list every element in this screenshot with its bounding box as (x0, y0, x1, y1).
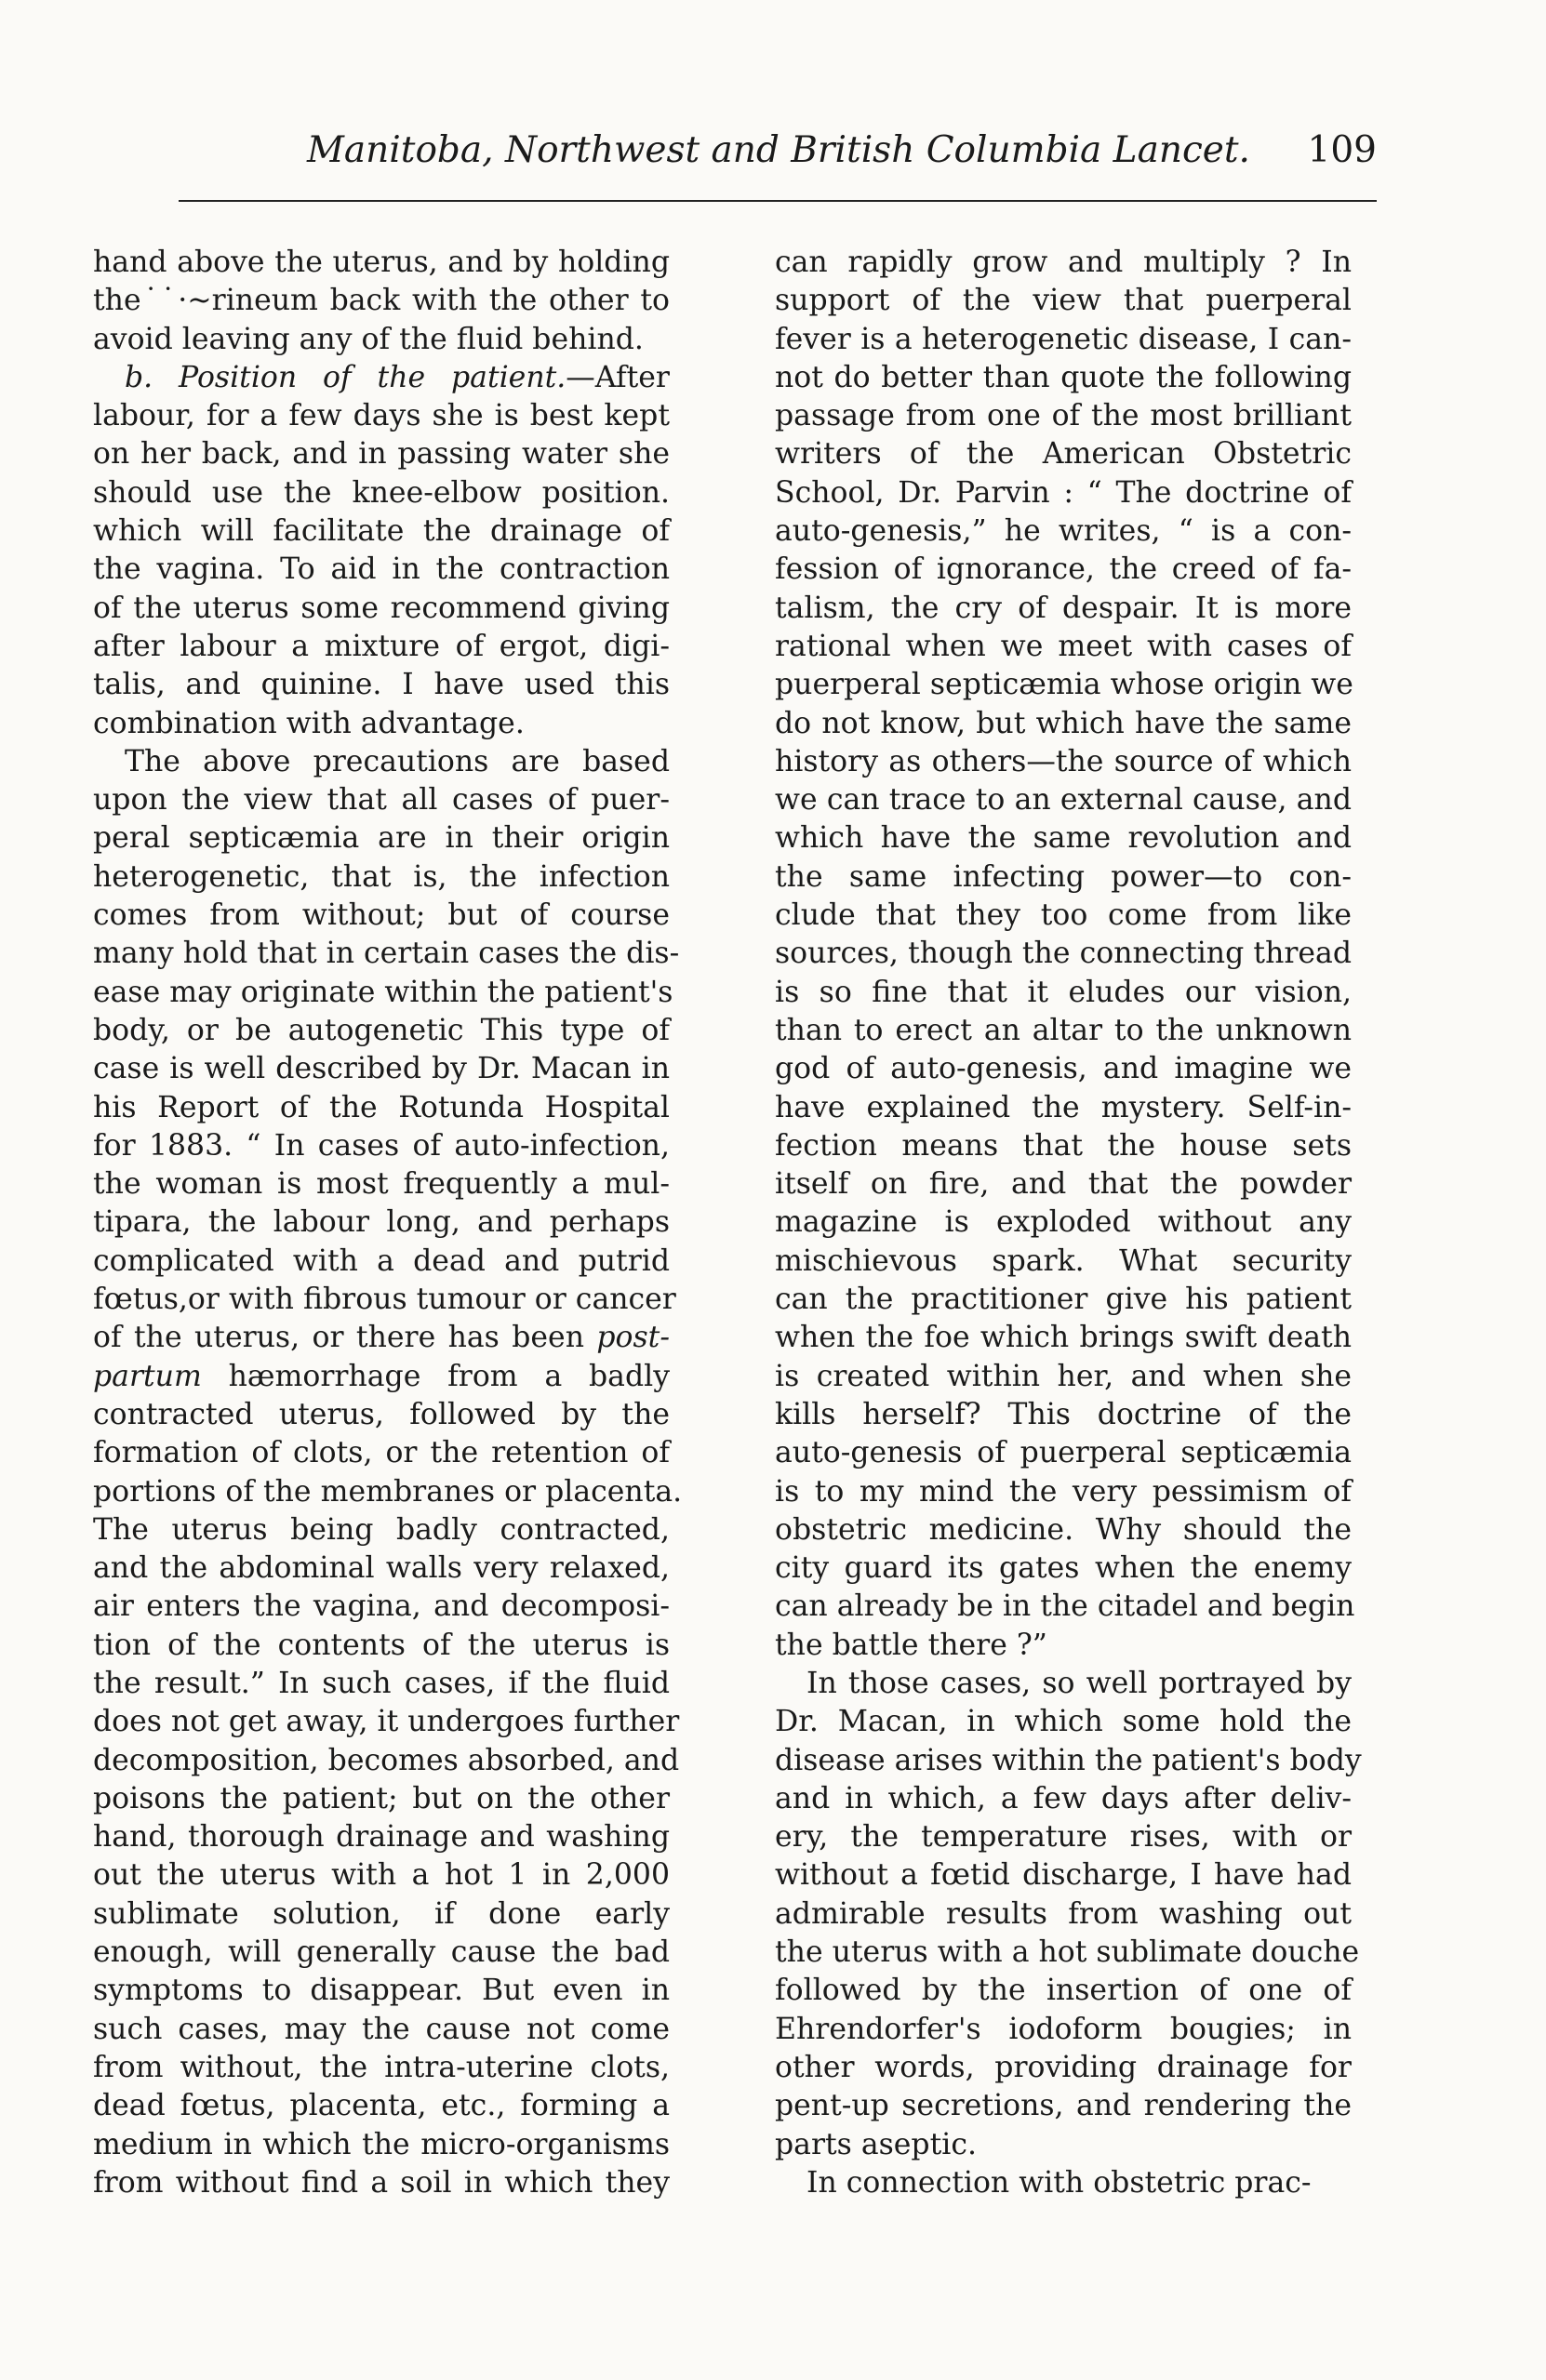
text-line: kills herself? This doctrine of the (775, 1397, 1352, 1431)
text-line: disease arises within the patient's body (775, 1743, 1362, 1777)
text-line: the vagina. To aid in the contraction (93, 552, 670, 587)
text-line: than to erect an altar to the unknown (775, 1013, 1352, 1047)
header-rule (179, 200, 1377, 202)
text-line: can already be in the citadel and begin (775, 1589, 1355, 1624)
text-line: have explained the mystery. Self-in- (775, 1090, 1352, 1124)
text-line: puerperal septicæmia whose origin we (775, 668, 1353, 702)
text-line: from without find a soil in which they (93, 2165, 670, 2200)
text-line: School, Dr. Parvin : “ The doctrine of (775, 475, 1352, 510)
text-line: obstetric medicine. Why should the (775, 1512, 1352, 1547)
text-line: dead fœtus, placenta, etc., forming a (93, 2089, 670, 2123)
text-line: does not get away, it undergoes further (93, 1705, 680, 1739)
text-line: the battle there ?” (775, 1628, 1047, 1662)
text-line: poisons the patient; but on the other (93, 1781, 670, 1815)
text-line: which have the same revolution and (775, 821, 1352, 856)
text-line: symptoms to disappear. But even in (93, 1974, 670, 2008)
journal-title: Manitoba, Northwest and British Columbia Lancet. (307, 129, 1250, 171)
text-line: ery, the temperature rises, with or (775, 1820, 1352, 1855)
text-line: from without, the intra-uterine clots, (93, 2050, 670, 2084)
text-line: support of the view that puerperal (775, 284, 1352, 318)
text-line: can the practitioner give his patient (775, 1283, 1352, 1317)
text-line: Dr. Macan, in which some hold the (775, 1705, 1352, 1739)
text-line: sublimate solution, if done early (93, 1896, 670, 1931)
text-line: and the abdominal walls very relaxed, (93, 1551, 670, 1586)
text-line: comes from without; but of course (93, 898, 670, 933)
text-line: many hold that in certain cases the dis- (93, 937, 680, 971)
text-line: contracted uterus, followed by the (93, 1397, 670, 1431)
text-line: which will facilitate the drainage of (93, 514, 670, 549)
text-line: god of auto-genesis, and imagine we (775, 1052, 1352, 1086)
text-line: partum hæmorrhage from a badly (93, 1359, 670, 1393)
text-line: body, or be autogenetic This type of (93, 1013, 670, 1047)
running-header (177, 123, 1377, 179)
text-line: pent-up secretions, and rendering the (775, 2089, 1352, 2123)
text-line: itself on fire, and that the powder (775, 1167, 1352, 1202)
text-line: such cases, may the cause not come (93, 2012, 670, 2046)
text-line: the result.” In such cases, if the fluid (93, 1666, 670, 1700)
text-line: sources, though the connecting thread (775, 937, 1352, 971)
text-line: is created within her, and when she (775, 1359, 1352, 1393)
text-line: enough, will generally cause the bad (93, 1935, 670, 1970)
text-line: complicated with a dead and putrid (93, 1243, 670, 1278)
text-line: passage from one of the most brilliant (775, 399, 1352, 433)
text-line: not do better than quote the following (775, 360, 1352, 394)
text-line: the same infecting power—to con- (775, 859, 1352, 894)
text-line: should use the knee-elbow position. (93, 475, 670, 510)
text-line: case is well described by Dr. Macan in (93, 1052, 670, 1086)
text-line: fection means that the house sets (775, 1128, 1352, 1163)
text-line: magazine is exploded without any (775, 1205, 1352, 1240)
text-line: writers of the American Obstetric (775, 437, 1352, 472)
text-line: without a fœtid discharge, I have had (775, 1858, 1352, 1893)
text-line: labour, for a few days she is best kept (93, 399, 670, 433)
text-line: fession of ignorance, the creed of fa- (775, 552, 1352, 587)
text-line: hand, thorough drainage and washing (93, 1820, 670, 1855)
text-line: avoid leaving any of the fluid behind. (93, 322, 644, 356)
text-line: heterogenetic, that is, the infection (93, 859, 670, 894)
text-line: ease may originate within the patient's (93, 975, 673, 1009)
text-line: auto-genesis,” he writes, “ is a con- (775, 514, 1352, 549)
text-line: of the uterus, or there has been post- (93, 1321, 670, 1355)
text-line: combination with advantage. (93, 706, 525, 740)
text-line: portions of the membranes or placenta. (93, 1474, 683, 1509)
text-line: medium in which the micro-organisms (93, 2127, 670, 2161)
text-line: talis, and quinine. I have used this (93, 668, 670, 702)
text-line: fever is a heterogenetic disease, I can- (775, 322, 1352, 356)
text-line: history as others—the source of which (775, 744, 1352, 778)
text-line: auto-genesis of puerperal septicæmia (775, 1436, 1352, 1470)
text-line: hand above the uterus, and by holding (93, 246, 670, 279)
text-line: we can trace to an external cause, and (775, 783, 1352, 818)
text-line: peral septicæmia are in their origin (93, 821, 670, 856)
text-line: and in which, a few days after deliv- (775, 1781, 1352, 1815)
text-line: on her back, and in passing water she (93, 437, 670, 472)
text-line: rational when we meet with cases of (775, 629, 1352, 663)
right-column (775, 244, 1362, 2202)
text-line: air enters the vagina, and decomposi- (93, 1589, 670, 1624)
text-line: of the uterus some recommend giving (93, 591, 670, 625)
text-line: The above precautions are based (125, 744, 670, 778)
text-line: b. Position of the patient.—After (125, 360, 670, 394)
text-line: the uterus with a hot sublimate douche (775, 1935, 1360, 1970)
text-line: decomposition, becomes absorbed, and (93, 1743, 680, 1777)
text-line: followed by the insertion of one of (775, 1974, 1352, 2008)
text-line: clude that they too come from like (775, 898, 1352, 933)
page-number: 109 (1307, 129, 1377, 171)
text-line: city guard its gates when the enemy (775, 1551, 1352, 1586)
text-line: is so fine that it eludes our vision, (775, 975, 1352, 1009)
text-line: his Report of the Rotunda Hospital (93, 1090, 670, 1124)
text-line: fœtus,or with fibrous tumour or cancer (93, 1283, 676, 1317)
text-line: out the uterus with a hot 1 in 2,000 (93, 1858, 670, 1893)
text-line: admirable results from washing out (775, 1896, 1352, 1931)
text-line: is to my mind the very pessimism of (775, 1474, 1352, 1509)
text-line: tion of the contents of the uterus is (93, 1628, 670, 1662)
text-line: for 1883. “ In cases of auto-infection, (93, 1128, 670, 1163)
text-line: talism, the cry of despair. It is more (775, 591, 1352, 625)
left-column (93, 244, 683, 2202)
text-line: parts aseptic. (775, 2127, 977, 2161)
text-line: after labour a mixture of ergot, digi- (93, 629, 670, 663)
text-line: other words, providing drainage for (775, 2050, 1352, 2084)
text-line: tipara, the labour long, and perhaps (93, 1205, 670, 1240)
text-line: mischievous spark. What security (775, 1243, 1352, 1278)
text-line: In those cases, so well portrayed by (806, 1666, 1352, 1700)
text-line: can rapidly grow and multiply ? In (775, 246, 1352, 279)
text-line: In connection with obstetric prac- (806, 2165, 1312, 2200)
text-line: upon the view that all cases of puer- (93, 783, 670, 818)
text-line: when the foe which brings swift death (775, 1321, 1352, 1355)
text-line: do not know, but which have the same (775, 706, 1352, 740)
text-line: formation of clots, or the retention of (93, 1436, 670, 1470)
text-line: the˙˙·~rineum back with the other to (93, 284, 670, 318)
text-line: Ehrendorfer's iodoform bougies; in (775, 2012, 1352, 2046)
text-line: The uterus being badly contracted, (93, 1512, 670, 1547)
text-line: the woman is most frequently a mul- (93, 1167, 670, 1202)
